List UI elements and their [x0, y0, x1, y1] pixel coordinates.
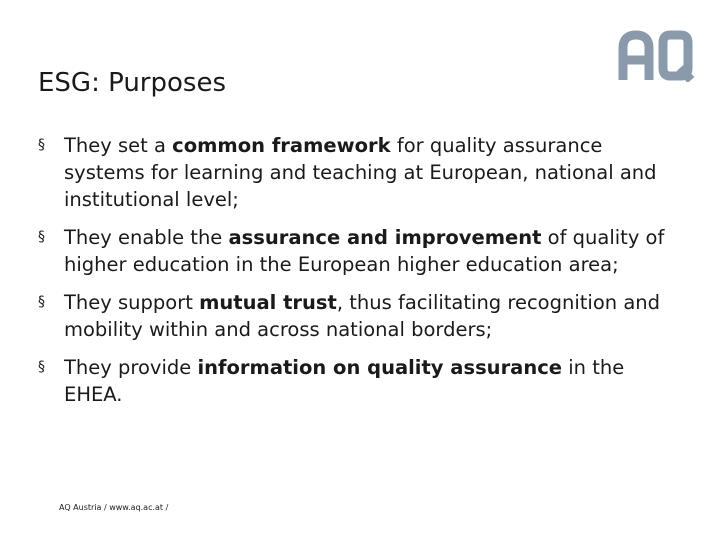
- aq-logo: [618, 30, 696, 82]
- bullet-bold-text: mutual trust: [199, 291, 337, 314]
- slide-title: ESG: Purposes: [38, 68, 226, 98]
- bullet-item: [38, 289, 688, 343]
- bullet-bold-text: common framework: [172, 134, 391, 157]
- bullet-item: [38, 224, 688, 278]
- bullet-bold-text: assurance and improvement: [228, 226, 542, 249]
- bullet-list: [38, 132, 688, 419]
- bullet-text: of quality of higher education in the European higher education area;: [64, 226, 665, 276]
- bullet-marker: §: [38, 229, 45, 245]
- bullet-text: in the EHEA.: [64, 356, 625, 406]
- bullet-text: They support: [64, 291, 200, 314]
- bullet-text: , thus facilitating recognition and mobility within and across national borders;: [64, 291, 661, 341]
- bullet-item: [38, 132, 688, 213]
- bullet-item: [38, 354, 688, 408]
- bullet-text: for quality assurance systems for learning and teaching at European, national and institutional level;: [64, 134, 657, 211]
- bullet-text: They set a: [64, 134, 173, 157]
- bullet-text: They enable the: [64, 226, 229, 249]
- footer-text: AQ Austria / www.aq.ac.at /: [59, 503, 169, 512]
- bullet-marker: §: [38, 359, 45, 375]
- bullet-marker: §: [38, 294, 45, 310]
- bullet-marker: §: [38, 137, 45, 153]
- bullet-bold-text: information on quality assurance: [197, 356, 563, 379]
- bullet-text: They provide: [64, 356, 198, 379]
